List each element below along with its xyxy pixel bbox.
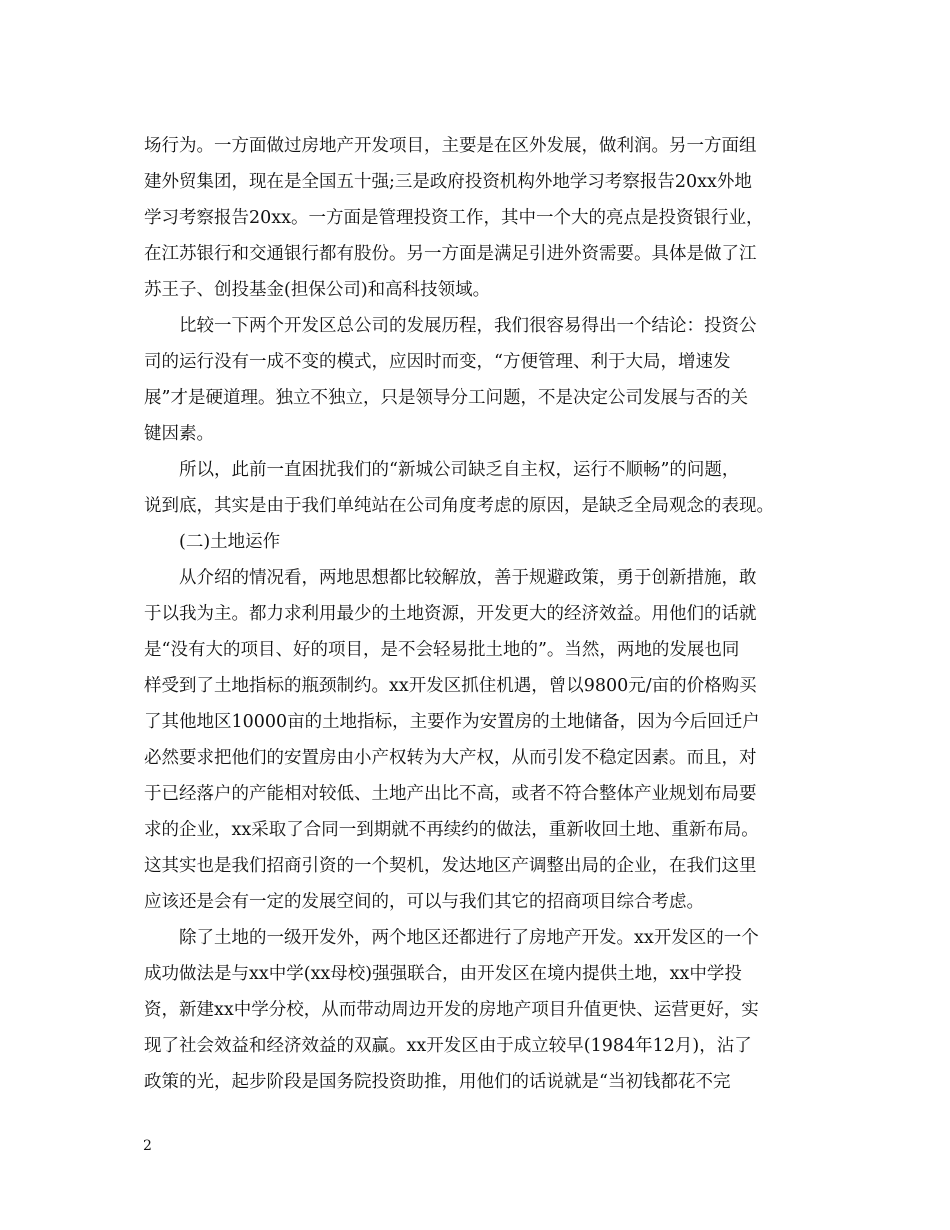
section-heading: (二)土地运作: [179, 532, 281, 552]
text-line: 在江苏银行和交通银行都有股份。另一方面是满足引进外资需要。具体是做了江: [144, 244, 757, 264]
text-line: 展”才是硬道理。独立不独立，只是领导分工问题，不是决定公司发展与否的关: [144, 388, 748, 408]
paragraph-first-line: 所以，此前一直困扰我们的“新城公司缺乏自主权，运行不顺畅”的问题，: [179, 460, 740, 480]
paragraph-first-line: 除了土地的一级开发外，两个地区还都进行了房地产开发。xx开发区的一个: [179, 928, 759, 948]
document-body: [144, 128, 814, 1100]
text-line: 是“没有大的项目、好的项目，是不会轻易批土地的”。当然，两地的发展也同: [144, 640, 740, 660]
text-line: 于以我为主。都力求利用最少的土地资源，开发更大的经济效益。用他们的话就: [144, 604, 757, 624]
page-number: 2: [143, 1138, 152, 1154]
text-line: 样受到了土地指标的瓶颈制约。xx开发区抓住机遇，曾以9800元/亩的价格购买: [144, 676, 757, 696]
text-line: 资，新建xx中学分校，从而带动周边开发的房地产项目升值更快、运营更好，实: [144, 1000, 759, 1020]
text-line: 司的运行没有一成不变的模式，应因时而变，“方便管理、利于大局，增速发: [144, 352, 731, 372]
text-line: 说到底，其实是由于我们单纯站在公司角度考虑的原因，是缺乏全局观念的表现。: [144, 496, 774, 516]
text-line: 这其实也是我们招商引资的一个契机，发达地区产调整出局的企业，在我们这里: [144, 856, 757, 876]
text-line: 建外贸集团，现在是全国五十强;三是政府投资机构外地学习考察报告20xx外地: [144, 172, 752, 192]
text-line: 求的企业，xx采取了合同一到期就不再续约的做法，重新收回土地、重新布局。: [144, 820, 759, 840]
text-line: 场行为。一方面做过房地产开发项目，主要是在区外发展，做利润。另一方面组: [144, 136, 757, 156]
text-line: 必然要求把他们的安置房由小产权转为大产权，从而引发不稳定因素。而且，对: [144, 748, 757, 768]
text-line: 于已经落户的产能相对较低、土地产出比不高，或者不符合整体产业规划布局要: [144, 784, 757, 804]
paragraph-first-line: 从介绍的情况看，两地思想都比较解放，善于规避政策，勇于创新措施，敢: [179, 568, 757, 588]
paragraph-first-line: 比较一下两个开发区总公司的发展历程，我们很容易得出一个结论：投资公: [179, 316, 757, 336]
text-line: 苏王子、创投基金(担保公司)和高科技领域。: [144, 280, 491, 300]
text-line: 键因素。: [144, 424, 214, 444]
text-line: 成功做法是与xx中学(xx母校)强强联合，由开发区在境内提供土地，xx中学投: [144, 964, 742, 984]
text-line: 学习考察报告20xx。一方面是管理投资工作，其中一个大的亮点是投资银行业，: [144, 208, 764, 228]
text-line: 应该还是会有一定的发展空间的，可以与我们其它的招商项目综合考虑。: [144, 892, 704, 912]
text-line: 现了社会效益和经济效益的双赢。xx开发区由于成立较早(1984年12月)，沾了: [144, 1036, 752, 1056]
text-line: 了其他地区10000亩的土地指标，主要作为安置房的土地储备，因为今后回迁户: [144, 712, 760, 732]
text-line: 政策的光，起步阶段是国务院投资助推，用他们的话说就是“当初钱都花不完: [144, 1072, 731, 1092]
